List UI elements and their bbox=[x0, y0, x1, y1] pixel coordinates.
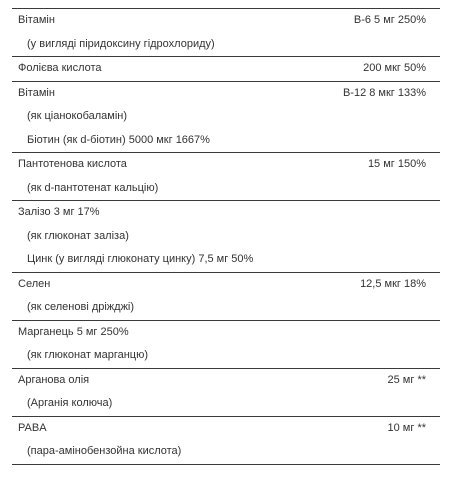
table-row-vitamin-b6 bbox=[12, 8, 440, 57]
nutrient-line bbox=[12, 417, 440, 441]
nutrient-amount: 200 мкг 50% bbox=[363, 62, 426, 74]
nutrient-source: (як ціанокобаламін) bbox=[27, 110, 128, 122]
nutrient-source: (Арганія колюча) bbox=[27, 397, 113, 409]
nutrient-line-biotin bbox=[12, 129, 440, 153]
nutrient-line bbox=[12, 82, 440, 106]
nutrient-source-line bbox=[12, 296, 440, 320]
nutrient-name: Селен bbox=[18, 277, 51, 290]
supplement-facts-table bbox=[12, 8, 440, 465]
nutrient-source: (пара-амінобензойна кислота) bbox=[27, 445, 182, 457]
nutrient-name: Пантотенова кислота bbox=[18, 158, 127, 170]
nutrient-source: (як глюконат заліза) bbox=[27, 229, 129, 242]
table-row-vitamin-b12 bbox=[12, 82, 440, 154]
nutrient-name: Біотин (як d-біотин) 5000 мкг 1667% bbox=[27, 133, 210, 146]
nutrient-line bbox=[12, 153, 440, 177]
nutrient-source-line bbox=[12, 105, 440, 129]
nutrient-source: (як селенові дріжджі) bbox=[27, 301, 135, 313]
table-row-selenium bbox=[12, 273, 440, 321]
nutrient-line bbox=[12, 321, 440, 345]
table-row-pantothenic-acid bbox=[12, 153, 440, 201]
nutrient-amount: 10 мг ** bbox=[387, 421, 426, 434]
nutrient-source-line bbox=[12, 344, 440, 368]
nutrient-source-line bbox=[12, 225, 440, 249]
nutrient-source-line bbox=[12, 177, 440, 201]
nutrient-amount: B-6 5 мг 250% bbox=[353, 14, 426, 26]
nutrient-source: (як глюконат марганцю) bbox=[27, 349, 148, 361]
nutrient-line-zinc bbox=[12, 248, 440, 272]
nutrient-line bbox=[12, 201, 440, 225]
nutrient-line bbox=[12, 9, 440, 33]
nutrient-line bbox=[12, 369, 440, 393]
nutrient-amount: B-12 8 мкг 133% bbox=[342, 86, 426, 99]
nutrient-name: PABA bbox=[18, 421, 47, 434]
nutrient-source-line bbox=[12, 392, 440, 416]
nutrient-amount: 15 мг 150% bbox=[367, 158, 426, 170]
nutrient-name: Фолієва кислота bbox=[18, 62, 102, 74]
table-row-manganese bbox=[12, 321, 440, 369]
table-row-paba bbox=[12, 417, 440, 465]
table-row-argan-oil bbox=[12, 369, 440, 417]
nutrient-source-line bbox=[12, 33, 440, 57]
table-row-folic-acid bbox=[12, 57, 440, 82]
nutrient-name: Цинк (у вигляді глюконату цинку) 7,5 мг 50% bbox=[27, 253, 254, 265]
nutrient-line bbox=[12, 273, 440, 297]
nutrient-name: Вітамін bbox=[18, 86, 55, 99]
nutrient-line bbox=[12, 57, 440, 81]
nutrient-amount: 12,5 мкг 18% bbox=[360, 277, 426, 290]
nutrient-name: Вітамін bbox=[18, 14, 55, 26]
nutrient-source-line bbox=[12, 440, 440, 464]
nutrient-name: Марганець 5 мг 250% bbox=[18, 325, 129, 338]
nutrient-name: Залізо 3 мг 17% bbox=[18, 206, 100, 218]
nutrient-name: Арганова олія bbox=[18, 373, 90, 386]
nutrient-source: (як d-пантотенат кальцію) bbox=[27, 181, 159, 194]
nutrient-source: (у вигляді піридоксину гідрохлориду) bbox=[27, 37, 215, 50]
table-row-iron bbox=[12, 201, 440, 273]
nutrient-amount: 25 мг ** bbox=[387, 373, 426, 386]
